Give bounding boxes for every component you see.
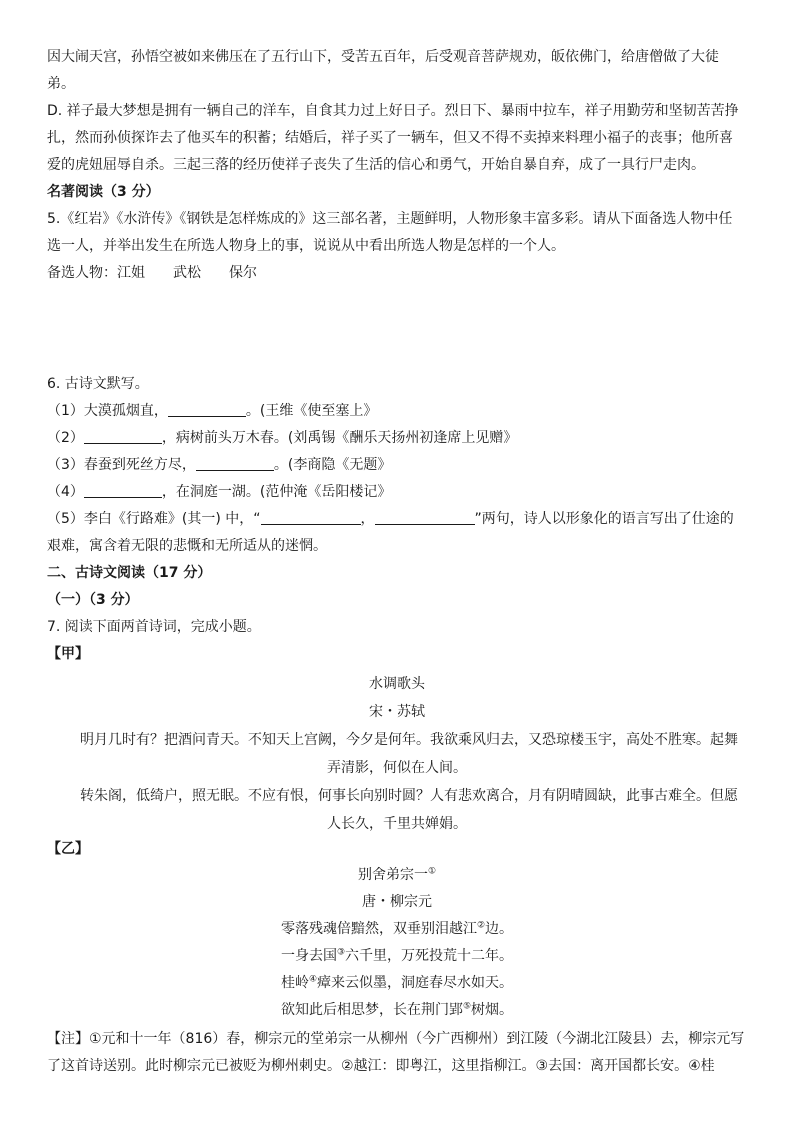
- poem-1-line: 转朱阁，低绮户，照无眠。不应有恨，何事长向别时圆？人有悲欢离合，月有阴晴圆缺，此事古难全。但愿: [80, 788, 738, 804]
- recitation-item-5: [47, 508, 747, 530]
- verse-text: 桂岭: [280, 975, 309, 991]
- answer-blank[interactable]: [168, 402, 246, 417]
- title-text: 别舍弟宗一: [357, 867, 428, 883]
- text-segment: （5）李白《行路难》(其一) 中，“: [47, 511, 261, 527]
- text-line: 因大闹天宫，孙悟空被如来佛压在了五行山下，受苦五百年，后受观音菩萨规劝，皈依佛门，给唐僧做了大徒: [47, 49, 719, 65]
- verse-text: 六千里，万死投荒十二年。: [345, 948, 514, 964]
- poem-1-author: 宋・苏轼: [369, 704, 425, 720]
- verse-text: 欲知此后相思梦，长在荆门郢: [280, 1002, 463, 1018]
- recitation-item-4: [47, 481, 747, 503]
- text-line: 爱的虎妞屈辱自杀。三起三落的经历使祥子丧失了生活的信心和勇气，开始自暴自弃，成了一具行尸走肉。: [47, 157, 705, 173]
- recitation-item-2: [47, 427, 747, 449]
- poem-label-yi: 【乙】: [47, 841, 89, 857]
- poem-2-title: [0, 864, 794, 886]
- text-segment: （4）: [47, 484, 84, 500]
- text-line: 选一人，并举出发生在所选人物身上的事，说说从中看出所选人物是怎样的一个人。: [47, 238, 565, 254]
- text-segment: 。(王维《使至塞上》: [245, 403, 378, 419]
- poem-1-title: 水调歌头: [369, 676, 425, 692]
- footnote-marker: ④: [308, 974, 318, 985]
- question-5: 5.《红岩》《水浒传》《钢铁是怎样炼成的》这三部名著，主题鲜明，人物形象丰富多彩。请从下面备选人物中任: [47, 211, 733, 227]
- subsection-heading: （一）（3 分）: [47, 592, 139, 608]
- text-line: 艰难，寓含着无限的悲慨和无所适从的迷惘。: [47, 538, 327, 554]
- recitation-item-3: [47, 454, 747, 476]
- answer-blank[interactable]: [84, 429, 162, 444]
- text-segment: （1）大漠孤烟直，: [47, 403, 168, 419]
- text-segment: 。(李商隐《无题》: [273, 457, 392, 473]
- recitation-item-1: [47, 400, 747, 422]
- poem-2-line: [0, 972, 794, 994]
- poem-2-line: [0, 999, 794, 1021]
- text-line: 弟。: [47, 76, 75, 92]
- poem-2-line: [0, 918, 794, 940]
- text-segment: （3）春蚕到死丝方尽，: [47, 457, 196, 473]
- answer-blank[interactable]: [196, 456, 274, 471]
- footnote-marker: ①: [427, 866, 437, 877]
- text-segment: ，: [360, 511, 375, 527]
- text-segment: ，病树前头万木春。(刘禹锡《酬乐天扬州初逢席上见赠》: [161, 430, 518, 446]
- text-segment: （2）: [47, 430, 84, 446]
- poem-1-line: 弄清影，何似在人间。: [327, 760, 467, 776]
- option-d: D. 祥子最大梦想是拥有一辆自己的洋车，自食其力过上好日子。烈日下、暴雨中拉车，祥子用勤劳和坚韧苦苦挣: [47, 103, 739, 119]
- answer-blank[interactable]: [84, 483, 162, 498]
- verse-text: 零落残魂倍黯然，双垂别泪越江: [280, 921, 477, 937]
- annotation-note: 了这首诗送别。此时柳宗元已被贬为柳州刺史。②越江：即粤江，这里指柳江。③去国：离开国都长安。④桂: [47, 1058, 715, 1074]
- poem-1-line: 人长久，千里共婵娟。: [327, 816, 467, 832]
- text-segment: ”两句，诗人以形象化的语言写出了仕途的: [474, 511, 734, 527]
- footnote-marker: ③: [336, 947, 346, 958]
- section-heading: 名著阅读（3 分）: [47, 184, 160, 200]
- question-7: 7. 阅读下面两首诗词，完成小题。: [47, 619, 261, 635]
- footnote-marker: ⑤: [462, 1001, 472, 1012]
- question-6: 6. 古诗文默写。: [47, 376, 149, 392]
- text-segment: ，在洞庭一湖。(范仲淹《岳阳楼记》: [161, 484, 392, 500]
- verse-text: 边。: [485, 921, 514, 937]
- poem-1-line: 明月几时有？把酒问青天。不知天上宫阙，今夕是何年。我欲乘风归去，又恐琼楼玉宇，高处不胜寒。起舞: [80, 732, 738, 748]
- verse-text: 一身去国: [280, 948, 337, 964]
- verse-text: 瘴来云似墨，洞庭春尽水如天。: [317, 975, 514, 991]
- footnote-marker: ②: [476, 920, 486, 931]
- poem-2-line: [0, 945, 794, 967]
- poem-2-author: 唐・柳宗元: [362, 894, 432, 910]
- answer-blank[interactable]: [375, 510, 475, 525]
- section-heading: 二、古诗文阅读（17 分）: [47, 565, 212, 581]
- annotation-note: 【注】①元和十一年（816）春，柳宗元的堂弟宗一从柳州（今广西柳州）到江陵（今湖北江陵县）去，柳宗元写: [47, 1031, 745, 1047]
- poem-label-jia: 【甲】: [47, 646, 89, 662]
- answer-blank[interactable]: [261, 510, 361, 525]
- text-line: 扎，然而孙侦探诈去了他买车的积蓄；结婚后，祥子买了一辆车，但又不得不卖掉来料理小福子的丧事；他所喜: [47, 130, 733, 146]
- verse-text: 树烟。: [471, 1002, 514, 1018]
- candidate-characters: 备选人物：江姐 武松 保尔: [47, 265, 257, 281]
